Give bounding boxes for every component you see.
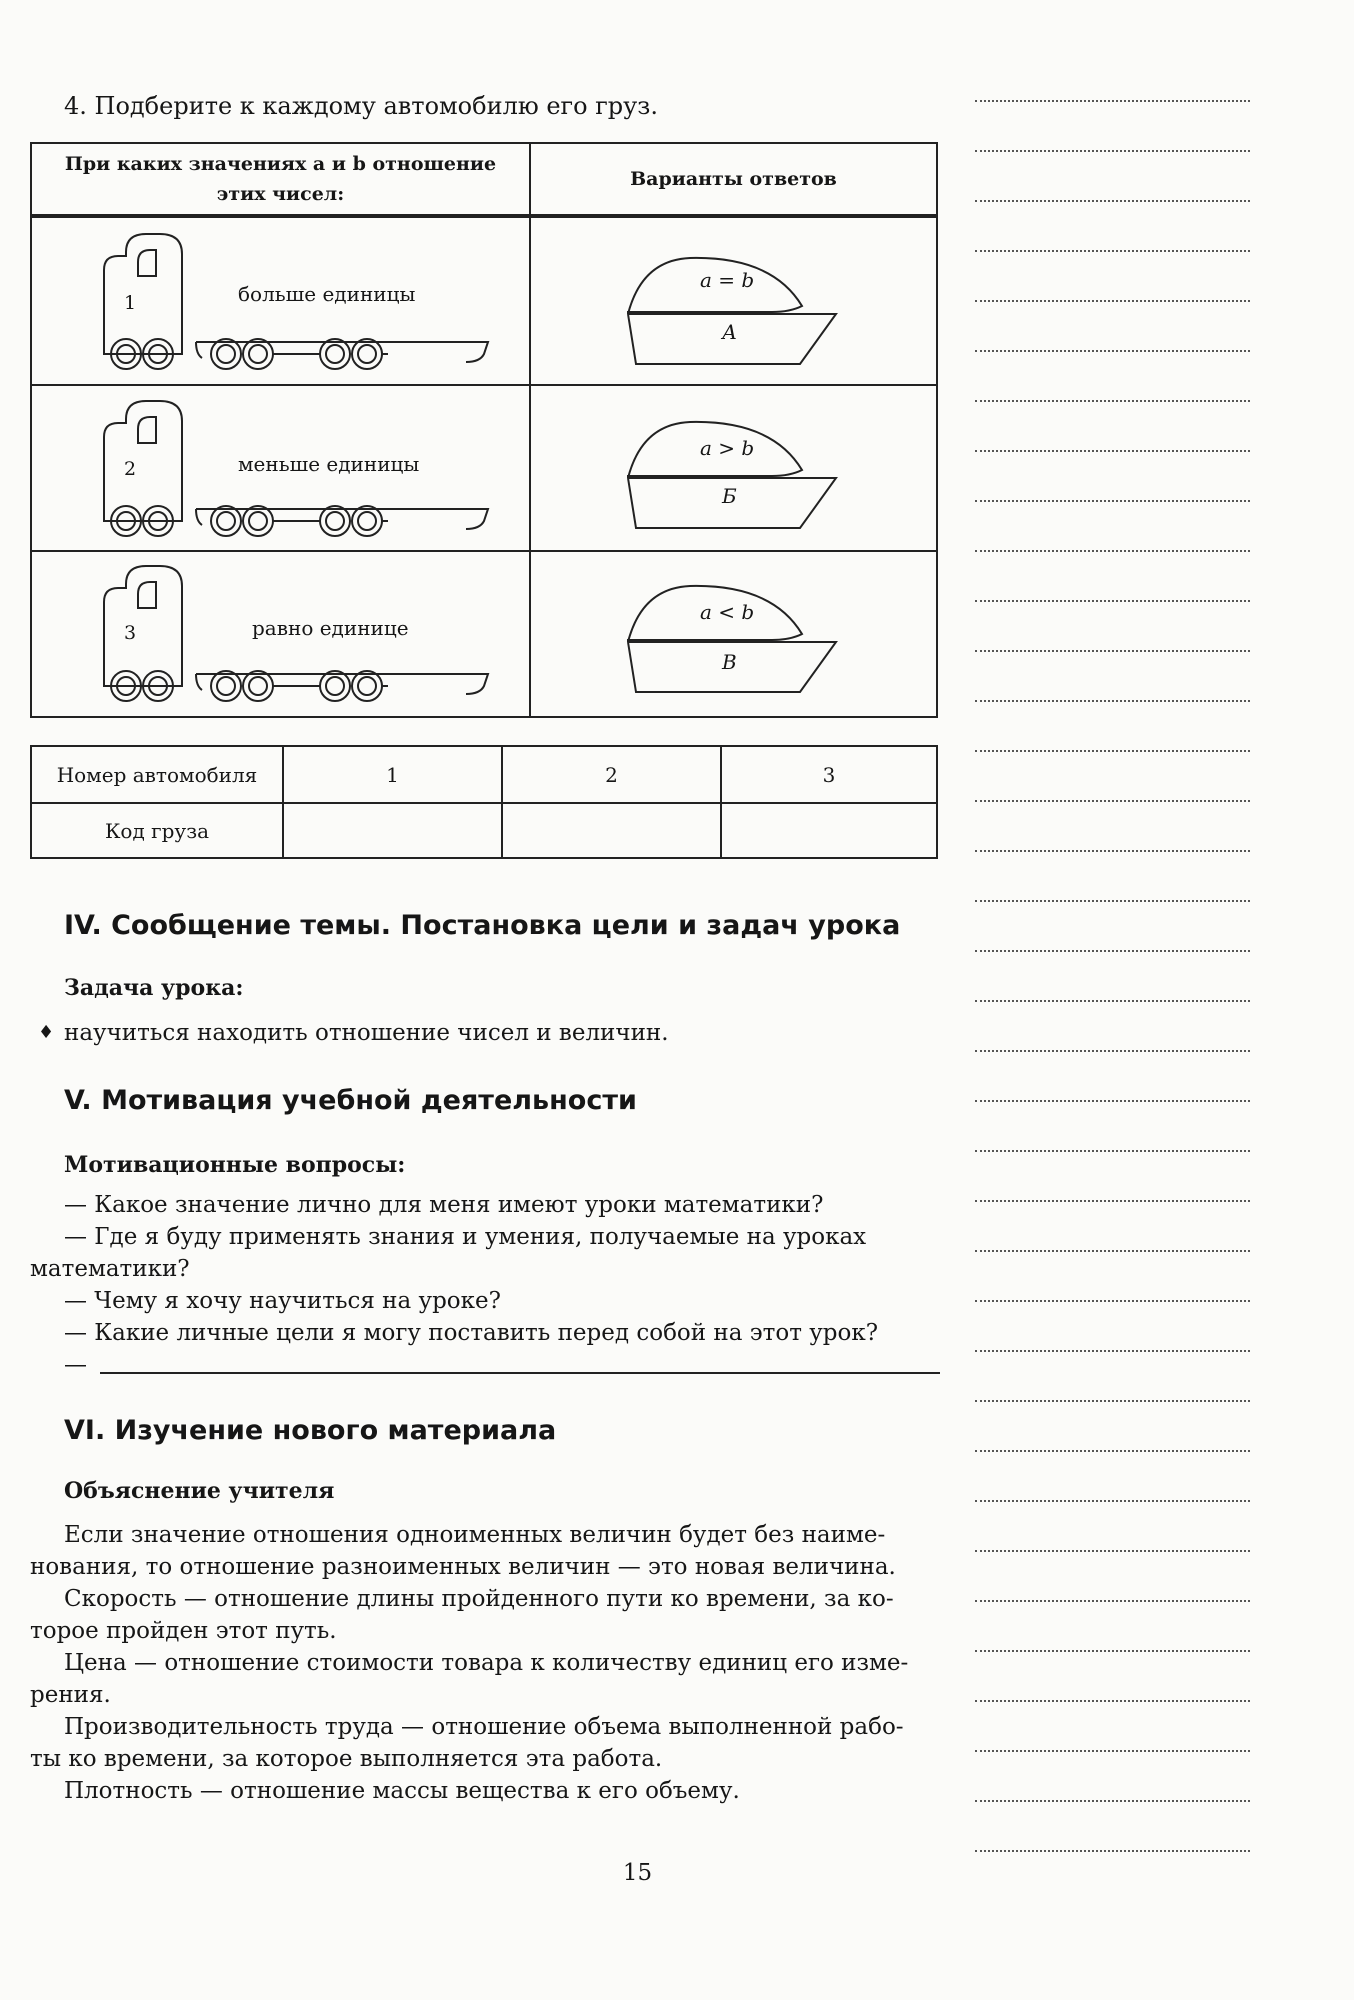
question: — (64, 1352, 87, 1378)
paragraph-line: Скорость — отношение длины пройденного пути ко времени, за ко- (64, 1586, 894, 1612)
page-number: 15 (622, 1860, 653, 1886)
section-heading: IV. Сообщение темы. Постановка цели и задач урока (64, 910, 901, 941)
note-line[interactable] (975, 250, 1250, 252)
condition-text: больше единицы (238, 282, 416, 306)
note-line[interactable] (975, 1500, 1250, 1502)
note-line[interactable] (975, 1750, 1250, 1752)
answer-cell[interactable] (503, 804, 720, 857)
note-line[interactable] (975, 600, 1250, 602)
cargo-code-label: Код груза (104, 818, 210, 843)
note-line[interactable] (975, 1450, 1250, 1452)
paragraph-line: ты ко времени, за которое выполняется эта работа. (30, 1746, 663, 1772)
answer-table (30, 745, 938, 859)
paragraph-line: Цена — отношение стоимости товара к количеству единиц его изме- (64, 1650, 909, 1676)
note-line[interactable] (975, 550, 1250, 552)
answer-cell[interactable] (284, 804, 501, 857)
answer-formula: a < b (700, 600, 755, 624)
header-right: Варианты ответов (630, 168, 837, 190)
column-header: 1 (386, 762, 399, 787)
note-line[interactable] (975, 1600, 1250, 1602)
note-line[interactable] (975, 1550, 1250, 1552)
note-line[interactable] (975, 700, 1250, 702)
bullet-icon: ♦ (38, 1022, 55, 1043)
truck-number: 2 (124, 458, 137, 480)
paragraph-line: Если значение отношения одноименных величин будет без наиме- (64, 1522, 886, 1548)
note-line[interactable] (975, 1400, 1250, 1402)
note-line[interactable] (975, 1350, 1250, 1352)
task-title: 4. Подберите к каждому автомобилю его груз. (64, 92, 658, 120)
paragraph-line: нования, то отношение разноименных величин — это новая величина. (30, 1554, 896, 1580)
condition-text: меньше единицы (238, 452, 420, 476)
question: математики? (30, 1256, 190, 1282)
note-line[interactable] (975, 1850, 1250, 1852)
answer-formula: a > b (700, 436, 755, 460)
answer-code: Б (722, 484, 737, 508)
question: — Чему я хочу научиться на уроке? (64, 1288, 501, 1314)
note-line[interactable] (975, 950, 1250, 952)
row-divider (32, 550, 936, 552)
answer-code: А (722, 320, 738, 344)
note-line[interactable] (975, 1800, 1250, 1802)
header-divider (32, 214, 936, 218)
subheading: Мотивационные вопросы: (64, 1152, 406, 1178)
note-line[interactable] (975, 800, 1250, 802)
note-line[interactable] (975, 500, 1250, 502)
note-line[interactable] (975, 300, 1250, 302)
answer-cell[interactable] (722, 804, 936, 857)
matching-table (30, 142, 938, 718)
note-line[interactable] (975, 1250, 1250, 1252)
section-heading: V. Мотивация учебной деятельности (64, 1085, 637, 1116)
note-line[interactable] (975, 1700, 1250, 1702)
note-line[interactable] (975, 750, 1250, 752)
question: — Где я буду применять знания и умения, получаемые на уроках (64, 1224, 867, 1250)
note-line[interactable] (975, 200, 1250, 202)
truck-number: 1 (124, 292, 137, 314)
answer-formula: a = b (700, 268, 755, 292)
paragraph-line: Плотность — отношение массы вещества к его объему. (64, 1778, 740, 1804)
note-line[interactable] (975, 150, 1250, 152)
note-line[interactable] (975, 1000, 1250, 1002)
header-left: При каких значениях a и b отношение этих чисел: (64, 153, 497, 205)
section-heading: VI. Изучение нового материала (64, 1415, 557, 1446)
question: — Какое значение лично для меня имеют уроки математики? (64, 1192, 824, 1218)
note-line[interactable] (975, 1650, 1250, 1652)
note-line[interactable] (975, 900, 1250, 902)
note-line[interactable] (975, 450, 1250, 452)
blank-answer-line[interactable] (100, 1372, 940, 1374)
answer-code: В (722, 650, 737, 674)
note-line[interactable] (975, 1100, 1250, 1102)
note-line[interactable] (975, 1200, 1250, 1202)
note-line[interactable] (975, 1050, 1250, 1052)
note-line[interactable] (975, 1300, 1250, 1302)
note-line[interactable] (975, 100, 1250, 102)
note-line[interactable] (975, 650, 1250, 652)
table-divider (529, 144, 531, 716)
subheading: Объяснение учителя (64, 1478, 335, 1504)
condition-text: равно единице (252, 616, 409, 640)
truck-number: 3 (124, 622, 137, 644)
note-line[interactable] (975, 1150, 1250, 1152)
subheading: Задача урока: (64, 975, 244, 1001)
question: — Какие личные цели я могу поставить перед собой на этот урок? (64, 1320, 879, 1346)
row-divider (32, 384, 936, 386)
note-line[interactable] (975, 850, 1250, 852)
paragraph-line: Производительность труда — отношение объема выполненной рабо- (64, 1714, 904, 1740)
column-header: 3 (822, 762, 836, 787)
note-line[interactable] (975, 350, 1250, 352)
bullet-text: научиться находить отношение чисел и величин. (64, 1020, 669, 1046)
car-number-label: Номер автомобиля (56, 762, 258, 787)
column-header: 2 (605, 762, 618, 787)
paragraph-line: рения. (30, 1682, 111, 1708)
note-line[interactable] (975, 400, 1250, 402)
paragraph-line: торое пройден этот путь. (30, 1618, 337, 1644)
